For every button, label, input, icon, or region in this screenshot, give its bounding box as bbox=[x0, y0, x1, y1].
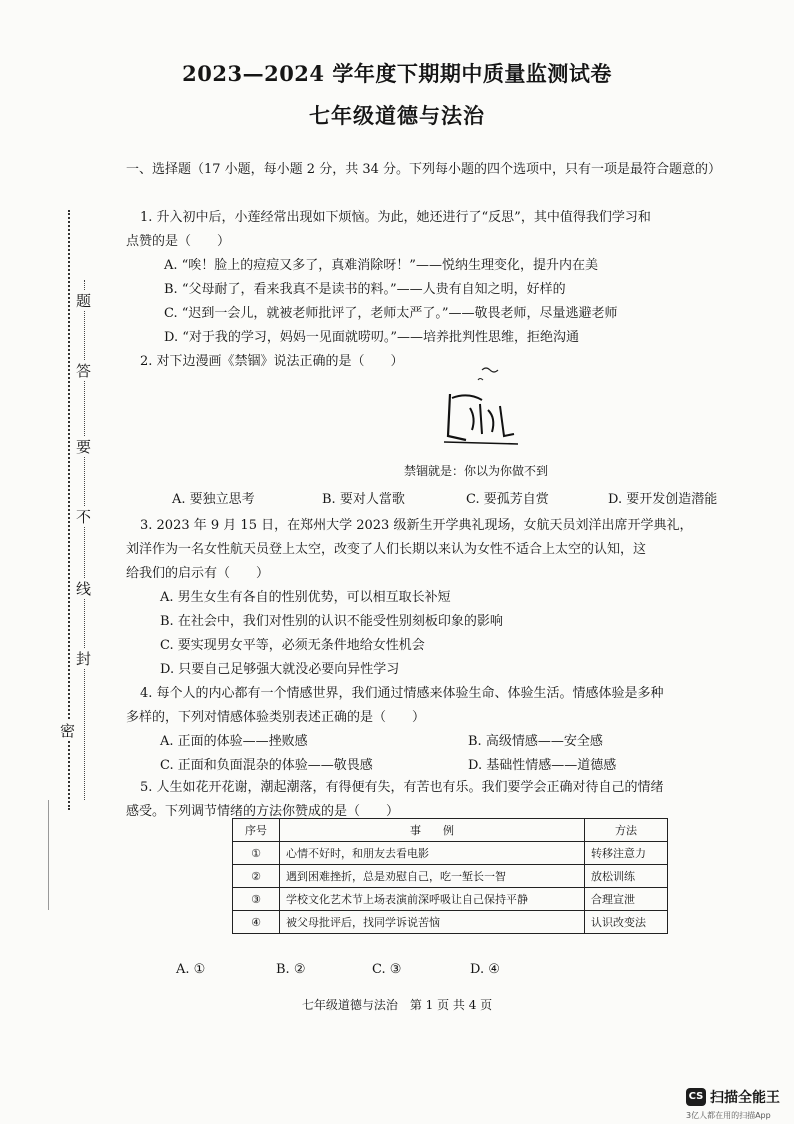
table-cell: ④ bbox=[233, 911, 280, 934]
q1-stem-line1: 1. 升入初中后，小莲经常出现如下烦恼。为此，她还进行了“反思”，其中值得我们学习和 bbox=[140, 210, 651, 225]
q3-option-c: C. 要实现男女平等，必须无条件地给女性机会 bbox=[160, 638, 425, 653]
margin-char: 不 bbox=[76, 508, 92, 526]
table-row bbox=[233, 865, 668, 888]
table-header-row bbox=[233, 819, 668, 842]
table-cell: 转移注意力 bbox=[585, 842, 668, 865]
table-cell: 遇到困难挫折，总是劝慰自己，吃一堑长一智 bbox=[280, 865, 585, 888]
q2-option-a: A. 要独立思考 bbox=[172, 492, 255, 507]
table-cell: 学校文化艺术节上场表演前深呼吸让自己保持平静 bbox=[280, 888, 585, 911]
table-cell: ② bbox=[233, 865, 280, 888]
page-footer: 七年级道德与法治 第 1 页 共 4 页 bbox=[301, 998, 493, 1012]
margin-char: 封 bbox=[76, 650, 92, 668]
subject-title: 七年级道德与法治 bbox=[309, 103, 485, 128]
table-row bbox=[233, 888, 668, 911]
q3-option-d: D. 只要自己足够强大就没必要向异性学习 bbox=[160, 662, 400, 677]
q4-option-b: B. 高级情感——安全感 bbox=[468, 734, 603, 749]
camscanner-icon: CS bbox=[686, 1088, 706, 1106]
binding-line-right bbox=[84, 280, 85, 800]
q5-option-d: D. ④ bbox=[470, 962, 500, 977]
q1-option-a: A. “唉！脸上的痘痘又多了，真难消除呀！”——悦纳生理变化，提升内在美 bbox=[164, 258, 598, 273]
table-cell: 被父母批评后，找同学诉说苦恼 bbox=[280, 911, 585, 934]
q1-option-c: C. “迟到一会儿，就被老师批评了，老师太严了。”——敬畏老师，尽量逃避老师 bbox=[164, 306, 618, 321]
table-header: 序号 bbox=[233, 819, 280, 842]
scanner-logo bbox=[686, 1086, 780, 1107]
margin-char: 答 bbox=[76, 362, 92, 380]
q3-option-a: A. 男生女生有各自的性别优势，可以相互取长补短 bbox=[160, 590, 451, 605]
q1-stem-line2: 点赞的是（ ） bbox=[126, 234, 231, 249]
scanner-tagline: 3亿人都在用的扫描App bbox=[686, 1111, 771, 1120]
table-cell: ③ bbox=[233, 888, 280, 911]
q1-option-d: D. “对于我的学习，妈妈一见面就唠叨。”——培养批判性思维，拒绝沟通 bbox=[164, 330, 580, 345]
table-cell: 认识改变法 bbox=[585, 911, 668, 934]
q3-stem-line3: 给我们的启示有（ ） bbox=[126, 566, 270, 581]
q4-option-d: D. 基础性情感——道德感 bbox=[468, 758, 617, 773]
cartoon-caption: 禁锢就是：你以为你做不到 bbox=[404, 464, 549, 478]
q5-stem-line2: 感受。下列调节情绪的方法你赞成的是（ ） bbox=[126, 804, 400, 819]
exam-title: 2023—2024 学年度下期期中质量监测试卷 bbox=[182, 61, 612, 86]
q5-stem-line1: 5. 人生如花开花谢，潮起潮落，有得便有失，有苦也有乐。我们要学会正确对待自己的情绪 bbox=[140, 780, 664, 795]
table-row bbox=[233, 911, 668, 934]
margin-char: 线 bbox=[76, 580, 92, 598]
q5-option-a: A. ① bbox=[176, 962, 206, 977]
q3-stem-line1: 3. 2023 年 9 月 15 日，在郑州大学 2023 级新生开学典礼现场，女航天员刘洋出席开学典礼， bbox=[140, 518, 693, 533]
q5-option-c: C. ③ bbox=[372, 962, 402, 977]
table-cell: 放松训练 bbox=[585, 865, 668, 888]
margin-char: 题 bbox=[76, 292, 92, 310]
table-row bbox=[233, 842, 668, 865]
scanner-name: 扫描全能王 bbox=[710, 1089, 780, 1106]
q3-option-b: B. 在社会中，我们对性别的认识不能受性别刻板印象的影响 bbox=[160, 614, 503, 629]
table-header: 方法 bbox=[585, 819, 668, 842]
q2-option-d: D. 要开发创造潜能 bbox=[608, 492, 718, 507]
q4-stem-line2: 多样的，下列对情感体验类别表述正确的是（ ） bbox=[126, 710, 426, 725]
q1-option-b: B. “父母耐了，看来我真不是读书的料。”——人贵有自知之明，好样的 bbox=[164, 282, 566, 297]
table-cell: 心情不好时，和朋友去看电影 bbox=[280, 842, 585, 865]
cartoon-image bbox=[430, 364, 530, 460]
table-cell: ① bbox=[233, 842, 280, 865]
binding-edge bbox=[48, 800, 49, 910]
emotion-method-table bbox=[232, 818, 668, 934]
q3-stem-line2: 刘洋作为一名女性航天员登上太空，改变了人们长期以来认为女性不适合上太空的认知，这 bbox=[126, 542, 647, 557]
q4-stem-line1: 4. 每个人的内心都有一个情感世界，我们通过情感来体验生命、体验生活。情感体验是多种 bbox=[140, 686, 664, 701]
q4-option-a: A. 正面的体验——挫败感 bbox=[160, 734, 308, 749]
q2-option-c: C. 要孤芳自赏 bbox=[466, 492, 549, 507]
q2-option-b: B. 要对人當歌 bbox=[322, 492, 405, 507]
q2-stem: 2. 对下边漫画《禁锢》说法正确的是（ ） bbox=[140, 354, 404, 369]
q5-option-b: B. ② bbox=[276, 962, 306, 977]
table-header: 事 例 bbox=[280, 819, 585, 842]
margin-char: 密 bbox=[60, 722, 76, 740]
section-heading: 一、选择题（17 小题，每小题 2 分，共 34 分。下列每小题的四个选项中，只有一项是最符合题意的） bbox=[126, 162, 722, 177]
q4-option-c: C. 正面和负面混杂的体验——敬畏感 bbox=[160, 758, 373, 773]
table-cell: 合理宣泄 bbox=[585, 888, 668, 911]
margin-char: 要 bbox=[76, 438, 92, 456]
